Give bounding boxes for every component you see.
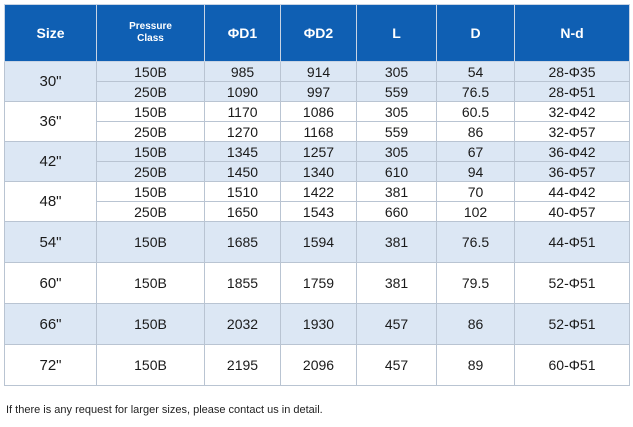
class-cell: 250B xyxy=(97,202,205,222)
d-cell: 102 xyxy=(437,202,515,222)
table-row xyxy=(5,304,630,345)
d2-cell: 1930 xyxy=(281,304,357,345)
table-row xyxy=(5,263,630,304)
table-row xyxy=(5,62,630,82)
d2-cell: 1594 xyxy=(281,222,357,263)
l-cell: 559 xyxy=(357,122,437,142)
size-group xyxy=(5,102,630,142)
l-cell: 381 xyxy=(357,182,437,202)
l-cell: 381 xyxy=(357,222,437,263)
class-cell: 150B xyxy=(97,182,205,202)
class-cell: 150B xyxy=(97,304,205,345)
size-group xyxy=(5,222,630,263)
nd-cell: 32-Φ42 xyxy=(515,102,630,122)
size-group xyxy=(5,304,630,345)
l-cell: 381 xyxy=(357,263,437,304)
d1-cell: 2195 xyxy=(205,345,281,386)
table-row xyxy=(5,122,630,142)
class-cell: 150B xyxy=(97,142,205,162)
class-cell: 250B xyxy=(97,162,205,182)
size-cell: 60" xyxy=(5,263,97,304)
d-cell: 76.5 xyxy=(437,222,515,263)
class-cell: 250B xyxy=(97,122,205,142)
nd-cell: 28-Φ51 xyxy=(515,82,630,102)
size-cell: 30" xyxy=(5,62,97,102)
d1-cell: 1650 xyxy=(205,202,281,222)
class-cell: 150B xyxy=(97,102,205,122)
d-cell: 86 xyxy=(437,122,515,142)
class-cell: 150B xyxy=(97,62,205,82)
d-cell: 79.5 xyxy=(437,263,515,304)
nd-cell: 36-Φ42 xyxy=(515,142,630,162)
nd-cell: 52-Φ51 xyxy=(515,304,630,345)
header-pressure-line1: Pressure xyxy=(129,21,172,32)
l-cell: 660 xyxy=(357,202,437,222)
table-row xyxy=(5,162,630,182)
d-cell: 86 xyxy=(437,304,515,345)
d2-cell: 2096 xyxy=(281,345,357,386)
nd-cell: 44-Φ42 xyxy=(515,182,630,202)
d-cell: 67 xyxy=(437,142,515,162)
d1-cell: 1345 xyxy=(205,142,281,162)
d-cell: 70 xyxy=(437,182,515,202)
d2-cell: 1759 xyxy=(281,263,357,304)
size-group xyxy=(5,182,630,222)
size-group xyxy=(5,62,630,102)
nd-cell: 36-Φ57 xyxy=(515,162,630,182)
table-row xyxy=(5,202,630,222)
class-cell: 150B xyxy=(97,222,205,263)
l-cell: 305 xyxy=(357,62,437,82)
l-cell: 610 xyxy=(357,162,437,182)
nd-cell: 32-Φ57 xyxy=(515,122,630,142)
class-cell: 150B xyxy=(97,345,205,386)
d1-cell: 1685 xyxy=(205,222,281,263)
nd-cell: 40-Φ57 xyxy=(515,202,630,222)
header-d: D xyxy=(437,5,515,62)
class-cell: 150B xyxy=(97,263,205,304)
l-cell: 305 xyxy=(357,142,437,162)
d2-cell: 1543 xyxy=(281,202,357,222)
d-cell: 94 xyxy=(437,162,515,182)
d2-cell: 1257 xyxy=(281,142,357,162)
table-row xyxy=(5,142,630,162)
header-d1: ΦD1 xyxy=(205,5,281,62)
size-cell: 48" xyxy=(5,182,97,222)
header-l: L xyxy=(357,5,437,62)
class-cell: 250B xyxy=(97,82,205,102)
d-cell: 89 xyxy=(437,345,515,386)
d-cell: 76.5 xyxy=(437,82,515,102)
nd-cell: 28-Φ35 xyxy=(515,62,630,82)
d2-cell: 1086 xyxy=(281,102,357,122)
d1-cell: 985 xyxy=(205,62,281,82)
size-cell: 36" xyxy=(5,102,97,142)
d2-cell: 997 xyxy=(281,82,357,102)
header-nd: N-d xyxy=(515,5,630,62)
d2-cell: 1422 xyxy=(281,182,357,202)
d1-cell: 1090 xyxy=(205,82,281,102)
footnote: If there is any request for larger sizes, please contact us in detail. xyxy=(6,404,323,416)
size-group xyxy=(5,263,630,304)
table-row xyxy=(5,345,630,386)
l-cell: 457 xyxy=(357,345,437,386)
l-cell: 305 xyxy=(357,102,437,122)
size-cell: 42" xyxy=(5,142,97,182)
d2-cell: 1168 xyxy=(281,122,357,142)
d2-cell: 1340 xyxy=(281,162,357,182)
l-cell: 559 xyxy=(357,82,437,102)
d1-cell: 1170 xyxy=(205,102,281,122)
valve-dimensions-table xyxy=(4,4,630,386)
header-row xyxy=(5,5,630,62)
size-group xyxy=(5,142,630,182)
size-cell: 54" xyxy=(5,222,97,263)
table-row xyxy=(5,182,630,202)
size-group xyxy=(5,345,630,386)
d-cell: 54 xyxy=(437,62,515,82)
header-d2: ΦD2 xyxy=(281,5,357,62)
table-row xyxy=(5,222,630,263)
header-pressure-class xyxy=(97,5,205,62)
size-cell: 66" xyxy=(5,304,97,345)
d2-cell: 914 xyxy=(281,62,357,82)
header-pressure-line2: Class xyxy=(137,33,164,44)
nd-cell: 44-Φ51 xyxy=(515,222,630,263)
table-row xyxy=(5,102,630,122)
d1-cell: 2032 xyxy=(205,304,281,345)
d1-cell: 1855 xyxy=(205,263,281,304)
header-size: Size xyxy=(5,5,97,62)
nd-cell: 52-Φ51 xyxy=(515,263,630,304)
d1-cell: 1270 xyxy=(205,122,281,142)
nd-cell: 60-Φ51 xyxy=(515,345,630,386)
d-cell: 60.5 xyxy=(437,102,515,122)
d1-cell: 1450 xyxy=(205,162,281,182)
l-cell: 457 xyxy=(357,304,437,345)
size-cell: 72" xyxy=(5,345,97,386)
d1-cell: 1510 xyxy=(205,182,281,202)
table-row xyxy=(5,82,630,102)
